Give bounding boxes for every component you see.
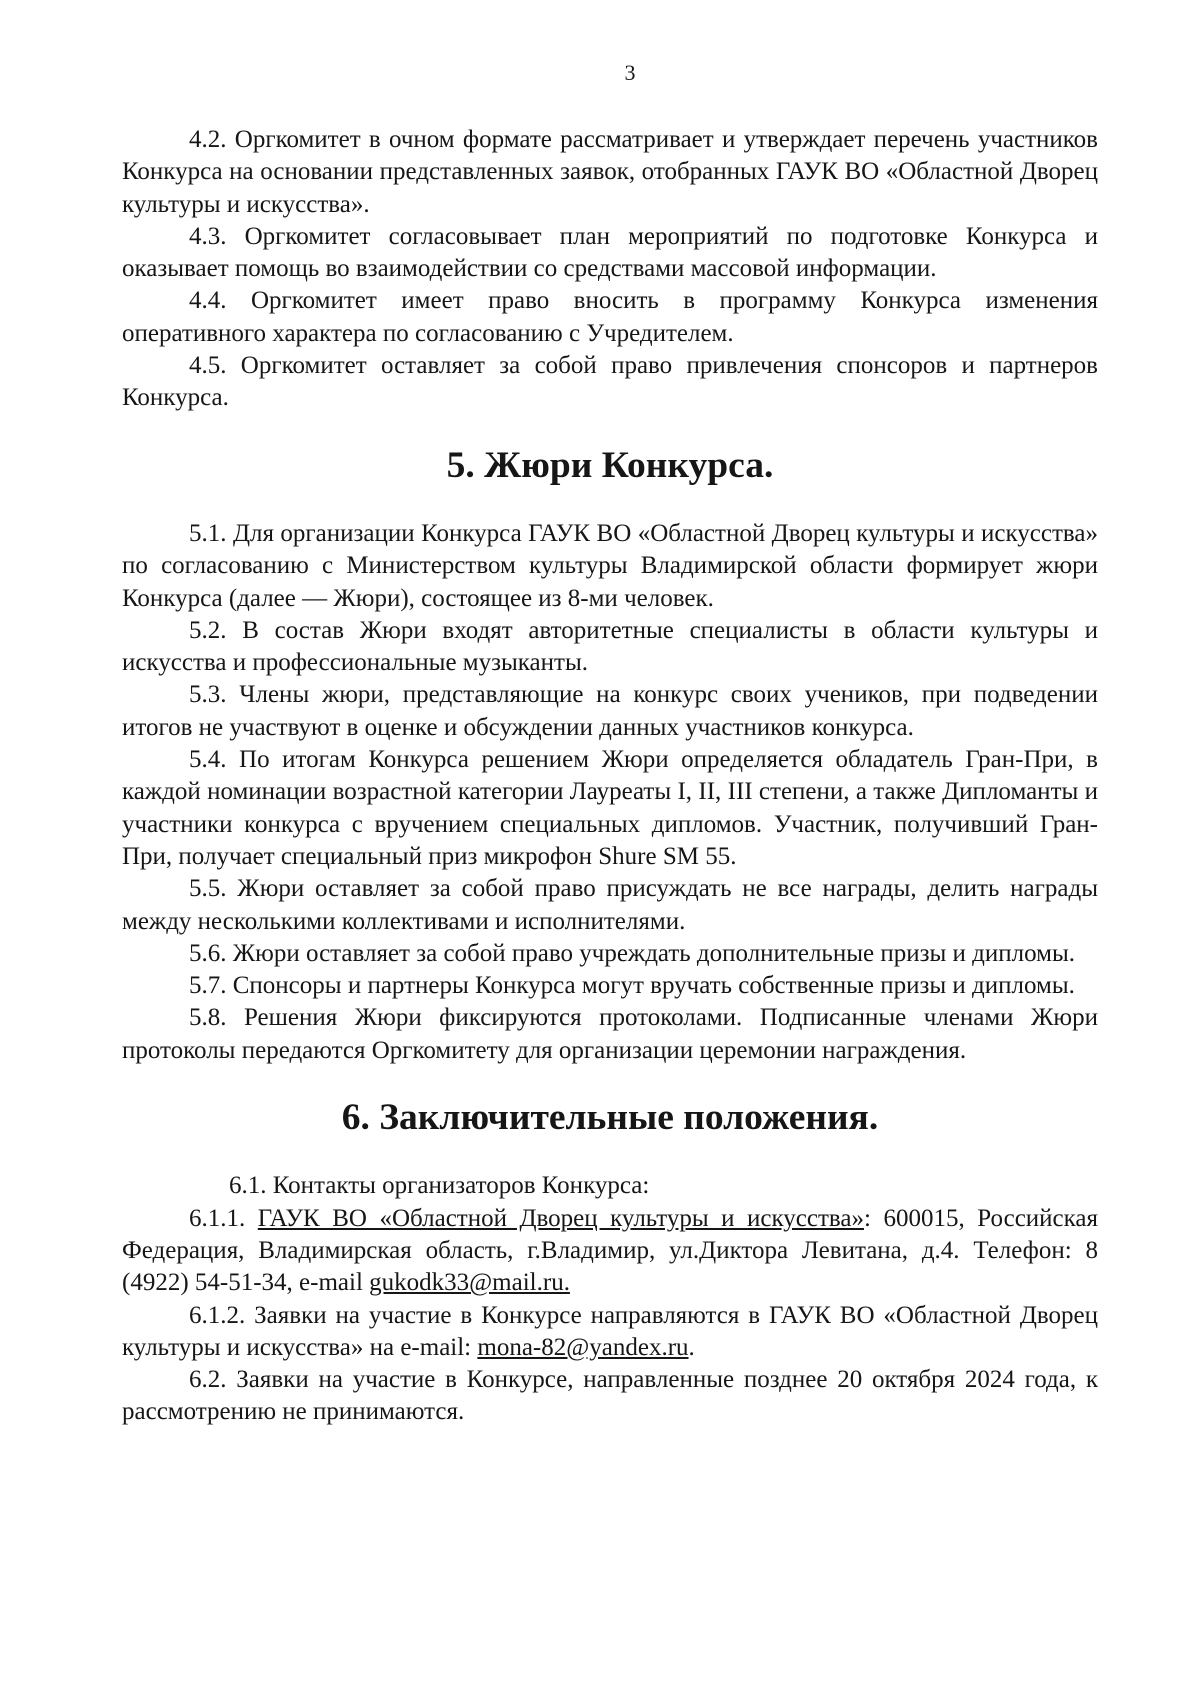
paragraph-6-1-2	[122, 1300, 1098, 1365]
item-6-1-2-suffix: .	[688, 1333, 695, 1361]
paragraph-5-5: 5.5. Жюри оставляет за собой право присуждать не все награды, делить награды между несколькими коллективами и исполнителями.	[122, 875, 1098, 935]
paragraph-5-8: 5.8. Решения Жюри фиксируются протоколами. Подписанные членами Жюри протоколы передаются Оргкомитету для организации церемонии награждения.	[122, 1004, 1098, 1064]
applications-email-link[interactable]: mona-82@yandex.ru	[477, 1333, 689, 1361]
organizer-address: : 600015, Российская Федерация, Владимирская область, г.Владимир, ул.Диктора Левитана, д.4. Телефон: 8 (4922) 54-51-34, e-mail	[122, 1204, 1099, 1297]
organizer-link[interactable]: ГАУК ВО «Областной Дворец культуры и искусства»	[257, 1204, 864, 1232]
paragraph-5-7: 5.7. Спонсоры и партнеры Конкурса могут вручать собственные призы и дипломы.	[189, 972, 1075, 1000]
paragraph-5-3: 5.3. Члены жюри, представляющие на конкурс своих учеников, при подведении итогов не участвуют в оценке и обсуждении данных участников конкурса.	[122, 681, 1098, 741]
item-6-1-1-prefix: 6.1.1.	[189, 1204, 246, 1232]
section-6-heading: 6. Заключительные положения.	[341, 1097, 879, 1139]
page-number: 3	[624, 60, 636, 85]
paragraph-5-1: 5.1. Для организации Конкурса ГАУК ВО «Областной Дворец культуры и искусства» по согласованию с Министерством культуры Владимирской области формирует жюри Конкурса (далее — Жюри), состоящее из 8-ми человек.	[122, 519, 1098, 612]
paragraph-5-4: 5.4. По итогам Конкурса решением Жюри определяется обладатель Гран-При, в каждой номинации возрастной категории Лауреаты I, II, III степени, а также Дипломанты и участники конкурса с вручением специальных дипломов. Участник, получивший Гран-При, получает специальный приз микрофон Shure SM 55.	[122, 746, 1098, 870]
document-page	[122, 58, 1098, 1429]
item-6-1-2-text: 6.1.2. Заявки на участие в Конкурсе направляются в ГАУК ВО «Областной Дворец культуры и искусства» на e-mail:	[122, 1301, 1098, 1361]
paragraph-4-5: 4.5. Оргкомитет оставляет за собой право привлечения спонсоров и партнеров Конкурса.	[122, 352, 1098, 412]
paragraph-6-1: 6.1. Контакты организаторов Конкурса:	[229, 1172, 650, 1200]
paragraph-5-2: 5.2. В состав Жюри входят авторитетные специалисты в области культуры и искусства и профессиональные музыканты.	[122, 616, 1098, 677]
organizer-email-link[interactable]: gukodk33@mail.ru.	[369, 1269, 570, 1297]
paragraph-4-4: 4.4. Оргкомитет имеет право вносить в программу Конкурса изменения оперативного характера по согласованию с Учредителем.	[122, 287, 1098, 347]
paragraph-6-2: 6.2. Заявки на участие в Конкурсе, направленные позднее 20 октября 2024 года, к рассмотрению не принимаются.	[122, 1366, 1098, 1426]
section-5-heading: 5. Жюри Конкурса.	[446, 444, 774, 486]
paragraph-4-3: 4.3. Оргкомитет согласовывает план мероприятий по подготовке Конкурса и оказывает помощь во взаимодействии со средствами массовой информации.	[122, 222, 1098, 283]
paragraph-6-1-1	[122, 1203, 1098, 1300]
paragraph-5-6: 5.6. Жюри оставляет за собой право учреждать дополнительные призы и дипломы.	[189, 939, 1076, 967]
paragraph-4-2: 4.2. Оргкомитет в очном формате рассматривает и утверждает перечень участников Конкурса на основании представленных заявок, отобранных ГАУК ВО «Областной Дворец культуры и искусства».	[122, 126, 1098, 218]
